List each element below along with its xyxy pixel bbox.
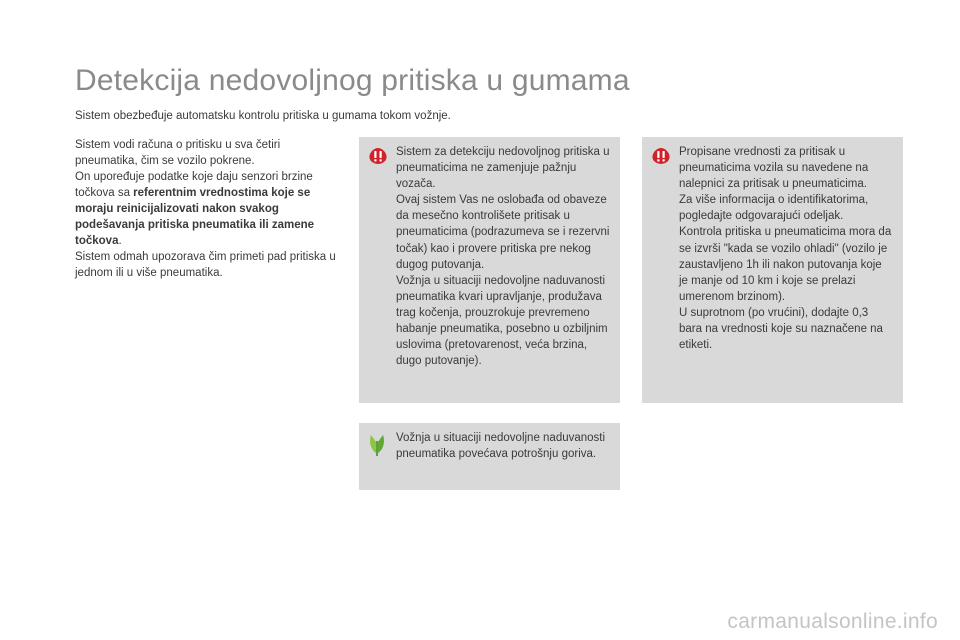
intro-paragraph-3: Sistem odmah upozorava čim primeti pad pritiska u jednom ili u više pneumatika. [75,251,336,279]
warning-box-2-p4: U suprotnom (po vrućini), dodajte 0,3 bara na vrednosti koje su naznačene na etiketi. [679,306,883,352]
eco-leaf-icon [368,433,386,462]
warning-box-pressure-values [642,137,903,403]
warning-box-2-p3: Kontrola pritiska u pneumaticima mora da se izvrši "kada se vozilo ohladi" (vozilo je zaustavljeno 1h ili nakon putovanja koje je manje od 10 km i koje se prelazi umerenom brzinom). [679,226,892,303]
intro-text-post: . [118,235,122,247]
eco-tip-box [359,423,620,490]
warning-icon [368,147,388,170]
warning-box-1-p3: Vožnja u situaciji nedovoljne naduvanosti pneumatika kvari upravljanje, produžava trag kočenja, prouzrokuje prevremeno habanje pneumatika, posebno u ozbiljnim uslovima (pretovarenost, veća brzina, dugo putovanje). [396,274,608,368]
intro-paragraph-1: Sistem vodi računa o pritisku u sva četiri pneumatika, čim se vozilo pokrene. [75,139,281,167]
eco-box-text [396,430,610,462]
warning-box-sensor-limits [359,137,620,403]
eco-box-p1: Vožnja u situaciji nedovoljne naduvanosti pneumatika povećava potrošnju goriva. [396,432,606,461]
intro-text-bold: referentnim vrednostima koje se moraju reinicijalizovati nakon svakog podešavanja pritiska pneumatika ili zamene točkova [75,187,315,247]
warning-box-2-text [679,144,893,353]
warning-icon [651,147,671,170]
page-subtitle: Sistem obezbeđuje automatsku kontrolu pritiska u gumama tokom vožnje. [75,110,451,122]
page-title: Detekcija nedovoljnog pritiska u gumama [75,64,630,97]
warning-box-1-text [396,144,610,369]
warning-box-1-p2: Ovaj sistem Vas ne oslobađa od obaveze da mesečno kontrolišete pritisak u pneumaticima (podrazumeva se i rezervni točak) kao i provere pritiska pre nekog dugog putovanja. [396,194,610,271]
warning-box-1-p1: Sistem za detekciju nedovoljnog pritiska u pneumaticima ne zamenjuje pažnju vozača. [396,146,610,191]
warning-box-2-p1: Propisane vrednosti za pritisak u pneumaticima vozila su navedene na nalepnici za pritisak u pneumaticima. [679,146,869,191]
intro-text-pre: On upoređuje podatke koje daju senzori brzine točkova sa [75,171,313,199]
watermark: carmanualsonline.info [727,610,938,633]
intro-text [75,137,345,281]
intro-paragraph-2 [75,169,345,249]
warning-box-2-p2: Za više informacija o identifikatorima, pogledajte odgovarajući odeljak. [679,194,869,223]
